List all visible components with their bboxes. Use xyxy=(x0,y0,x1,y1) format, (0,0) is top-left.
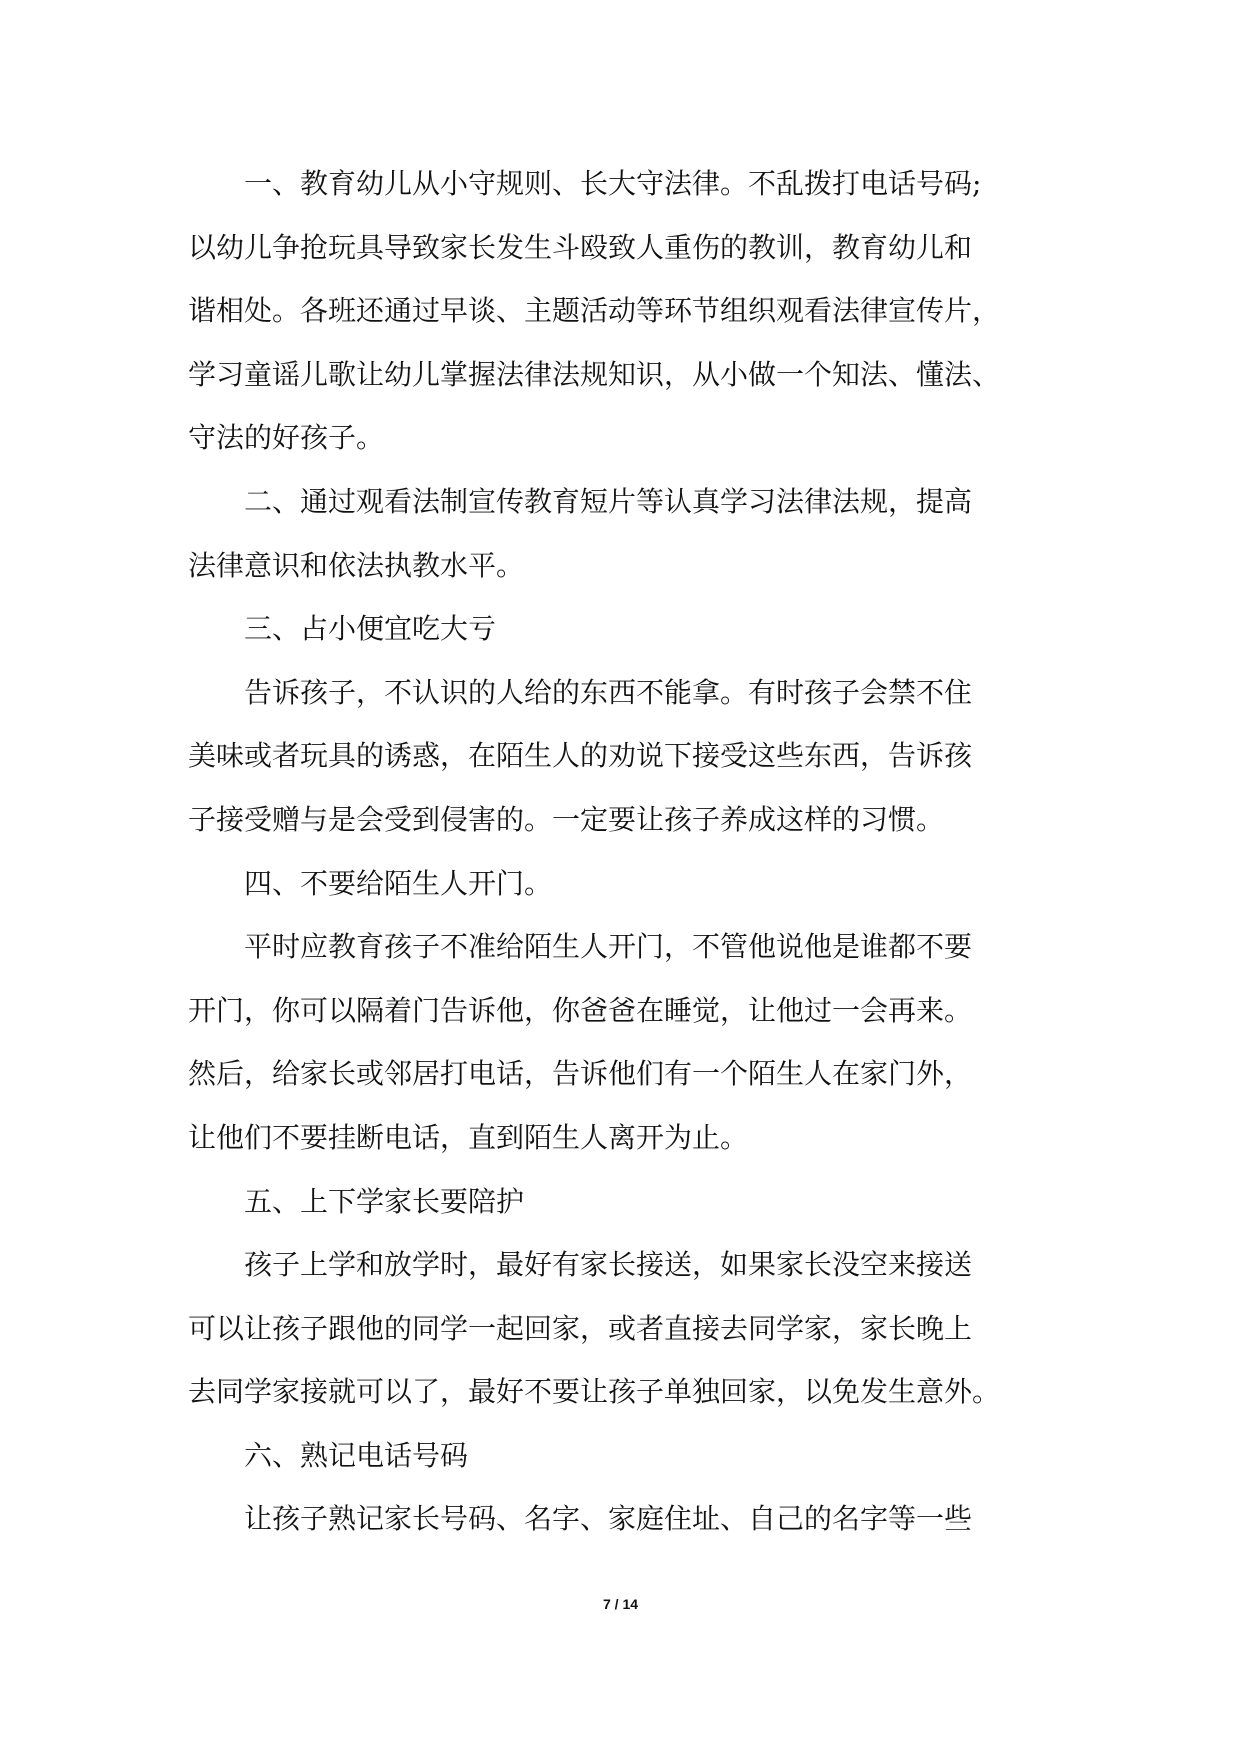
section-heading: 六、熟记电话号码 xyxy=(244,1438,469,1472)
section-heading: 五、上下学家长要陪护 xyxy=(244,1184,525,1218)
paragraph-line: 然后，给家长或邻居打电话，告诉他们有一个陌生人在家门外， xyxy=(188,1057,973,1091)
paragraph-line: 让孩子熟记家长号码、名字、家庭住址、自己的名字等一些 xyxy=(244,1502,973,1536)
paragraph-line: 美味或者玩具的诱惑，在陌生人的劝说下接受这些东西，告诉孩 xyxy=(188,739,973,773)
paragraph-line: 二、通过观看法制宣传教育短片等认真学习法律法规，提高 xyxy=(244,484,973,518)
paragraph-line: 可以让孩子跟他的同学一起回家，或者直接去同学家，家长晚上 xyxy=(188,1311,973,1345)
paragraph-line: 告诉孩子，不认识的人给的东西不能拿。有时孩子会禁不住 xyxy=(244,675,973,709)
page-number: 7 / 14 xyxy=(602,1596,639,1612)
paragraph-line: 让他们不要挂断电话，直到陌生人离开为止。 xyxy=(188,1120,749,1154)
section-heading: 三、占小便宜吃大亏 xyxy=(244,612,497,646)
paragraph-line: 谐相处。各班还通过早谈、主题活动等环节组织观看法律宣传片， xyxy=(188,294,1001,328)
paragraph-line: 去同学家接就可以了，最好不要让孩子单独回家，以免发生意外。 xyxy=(188,1375,1001,1409)
paragraph-line: 平时应教育孩子不准给陌生人开门，不管他说他是谁都不要 xyxy=(244,930,973,964)
paragraph-line: 以幼儿争抢玩具导致家长发生斗殴致人重伤的教训，教育幼儿和 xyxy=(188,230,973,264)
paragraph-line: 守法的好孩子。 xyxy=(188,421,385,455)
section-heading: 四、不要给陌生人开门。 xyxy=(244,866,553,900)
paragraph-line: 法律意识和依法执教水平。 xyxy=(188,548,525,582)
paragraph-line: 一、教育幼儿从小守规则、长大守法律。不乱拨打电话号码; xyxy=(244,167,982,200)
paragraph-line: 开门，你可以隔着门告诉他，你爸爸在睡觉，让他过一会再来。 xyxy=(188,993,973,1027)
paragraph-line: 学习童谣儿歌让幼儿掌握法律法规知识，从小做一个知法、懂法、 xyxy=(188,357,1001,391)
document-body xyxy=(188,152,1058,1551)
paragraph-line: 孩子上学和放学时，最好有家长接送，如果家长没空来接送 xyxy=(244,1248,973,1282)
paragraph-line: 子接受赠与是会受到侵害的。一定要让孩子养成这样的习惯。 xyxy=(188,802,945,836)
